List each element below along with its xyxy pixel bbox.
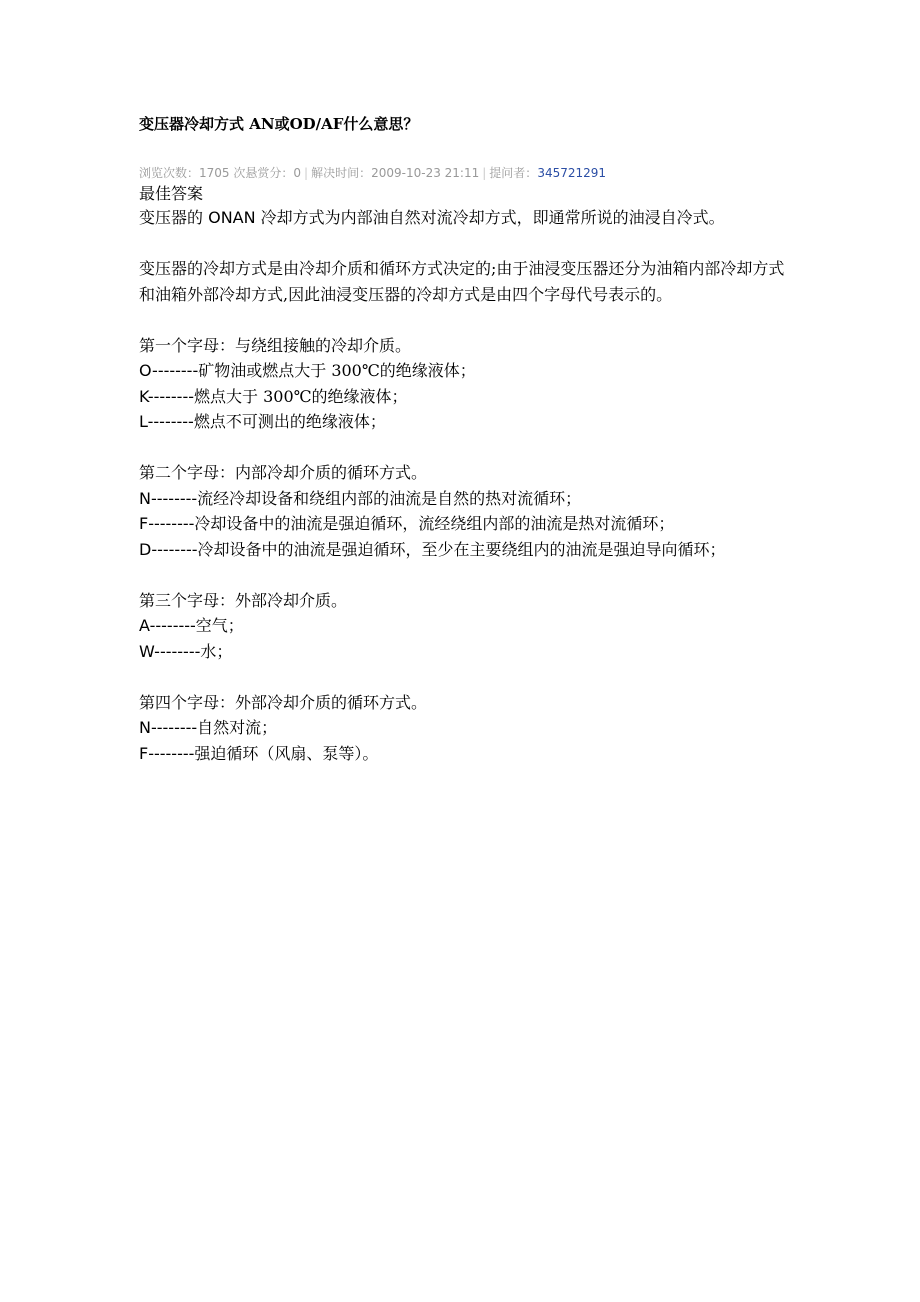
list-item bbox=[139, 613, 789, 639]
bounty-value: 0 bbox=[293, 166, 302, 180]
letter-description: 冷却设备中的油流是强迫循环，流经绕组内部的油流是热对流循环； bbox=[194, 514, 675, 533]
intro-text-after: 冷却方式为内部油自然对流冷却方式，即通常所说的油浸自冷式。 bbox=[255, 208, 725, 227]
letter-description: 冷却设备中的油流是强迫循环，至少在主要绕组内的油流是强迫导向循环； bbox=[197, 539, 726, 559]
page-title: 变压器冷却方式 AN或OD/AF什么意思？ bbox=[139, 115, 419, 133]
list-item bbox=[139, 537, 789, 563]
letter-description: 自然对流； bbox=[197, 718, 278, 737]
asker-label: 提问者： bbox=[489, 166, 538, 180]
bounty-label: 次悬赏分： bbox=[233, 166, 294, 180]
letter-code: K-------- bbox=[139, 386, 194, 406]
asker-link[interactable]: 345721291 bbox=[537, 166, 607, 180]
question-meta bbox=[139, 165, 789, 181]
document-page bbox=[139, 114, 789, 766]
letter-code: D-------- bbox=[139, 539, 198, 559]
section-heading: 第一个字母：与绕组接触的冷却介质。 bbox=[139, 335, 412, 355]
letter-description: 矿物油或燃点大于 300℃的绝缘液体； bbox=[198, 361, 476, 380]
letter-code: F-------- bbox=[139, 743, 195, 763]
explanation-paragraph: 变压器的冷却方式是由冷却介质和循环方式决定的;由于油浸变压器还分为油箱内部冷却方式和油箱外部冷却方式,因此油浸变压器的冷却方式是由四个字母代号表示的。 bbox=[139, 259, 785, 304]
letter-description: 燃点不可测出的绝缘液体； bbox=[193, 412, 386, 431]
section-heading: 第四个字母：外部冷却介质的循环方式。 bbox=[139, 692, 428, 712]
letter-code: L-------- bbox=[139, 412, 194, 431]
meta-separator: | bbox=[304, 166, 309, 180]
letter-description: 水； bbox=[200, 641, 233, 661]
solved-time: 2009-10-23 21:11 bbox=[371, 166, 480, 180]
letter-code: A-------- bbox=[139, 616, 196, 635]
section-second-letter bbox=[139, 460, 789, 562]
letter-code: N-------- bbox=[139, 488, 198, 508]
letter-code: N-------- bbox=[139, 718, 198, 737]
list-item bbox=[139, 715, 789, 741]
letter-description: 流经冷却设备和绕组内部的油流是自然的热对流循环； bbox=[197, 488, 582, 508]
list-item bbox=[139, 409, 789, 435]
best-answer-label: 最佳答案 bbox=[139, 184, 204, 203]
meta-separator: | bbox=[482, 166, 487, 180]
cooling-code: ONAN bbox=[208, 208, 256, 227]
letter-code: O-------- bbox=[139, 361, 199, 380]
list-item bbox=[139, 511, 789, 537]
section-first-letter bbox=[139, 333, 789, 435]
views-label: 浏览次数： bbox=[139, 166, 200, 180]
list-item bbox=[139, 486, 789, 512]
views-count: 1705 bbox=[199, 166, 230, 180]
list-item bbox=[139, 384, 789, 410]
letter-description: 燃点大于 300℃的绝缘液体； bbox=[194, 386, 408, 406]
list-item bbox=[139, 358, 789, 384]
section-third-letter bbox=[139, 588, 789, 665]
section-heading: 第二个字母：内部冷却介质的循环方式。 bbox=[139, 463, 428, 482]
list-item bbox=[139, 639, 789, 665]
solved-label: 解决时间： bbox=[311, 166, 372, 180]
section-fourth-letter bbox=[139, 690, 789, 767]
list-item bbox=[139, 741, 789, 767]
letter-code: F-------- bbox=[139, 514, 195, 533]
intro-text-before: 变压器的 bbox=[139, 208, 209, 227]
letter-description: 强迫循环（风扇、泵等）。 bbox=[194, 743, 379, 763]
letter-code: W-------- bbox=[139, 641, 201, 661]
intro-paragraph bbox=[139, 205, 789, 231]
section-heading: 第三个字母：外部冷却介质。 bbox=[139, 590, 348, 610]
letter-description: 空气； bbox=[195, 616, 244, 635]
